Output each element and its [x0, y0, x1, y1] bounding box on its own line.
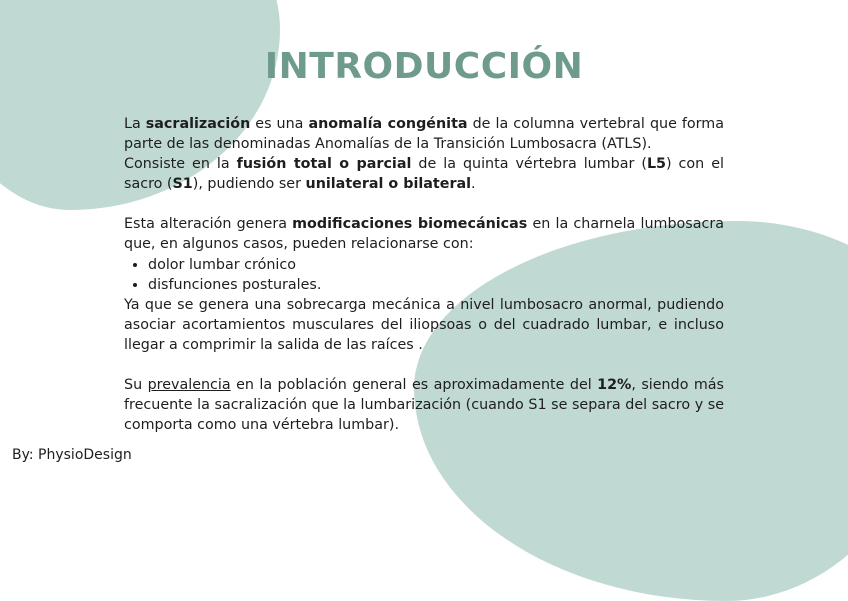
paragraph-fusion: Consiste en la fusión total o parcial de la quinta vértebra lumbar (L5) con el sacro (S1), pudiendo ser unilateral o bilateral. [124, 156, 724, 193]
author-credit: By: PhysioDesign [12, 447, 132, 463]
symptom-list [124, 255, 724, 295]
paragraph-prevalence: Su prevalencia en la población general es aproximadamente del 12%, siendo más frecuente la sacralización que la lumbarización (cuando S1 se separa del sacro y se comporta como una vértebra lumbar). [124, 377, 724, 434]
list-item: • disfunciones posturales. [148, 275, 724, 295]
paragraph-overload: Ya que se genera una sobrecarga mecánica a nivel lumbosacro anormal, pudiendo asociar acortamientos musculares del iliopsoas o del cuadrado lumbar, e incluso llegar a comprimir la salida de las raíces . [124, 296, 724, 353]
list-item: • dolor lumbar crónico [148, 255, 724, 275]
paragraph-definition: La sacralización es una anomalía congénita de la columna vertebral que forma parte de las denominadas Anomalías de la Transición Lumbosacra (ATLS). [124, 116, 724, 153]
page-title: INTRODUCCIÓN [264, 46, 584, 87]
paragraph-biomechanics: Esta alteración genera modificaciones biomecánicas en la charnela lumbosacra que, en algunos casos, pueden relacionarse con: [124, 216, 724, 253]
intro-body [124, 114, 724, 435]
